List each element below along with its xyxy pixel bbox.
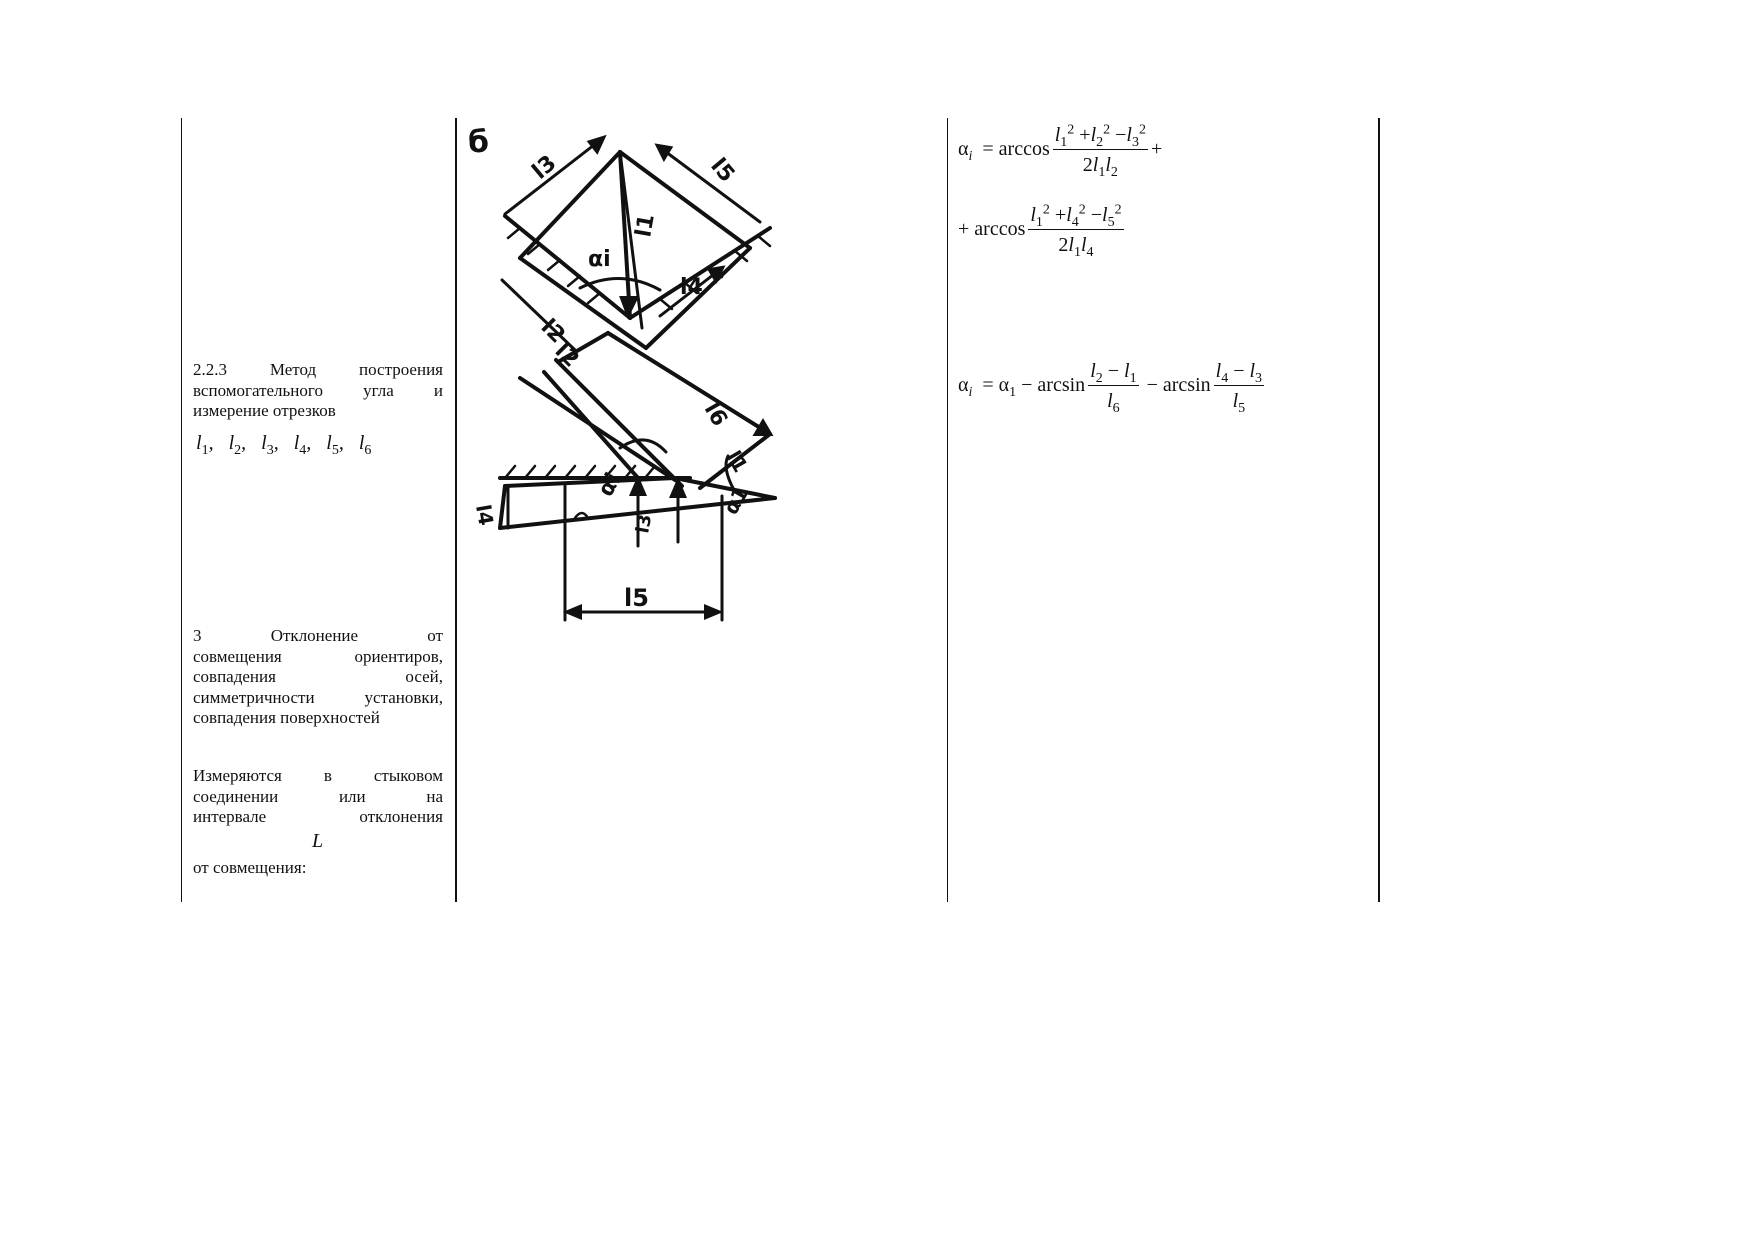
segment-l2: $l_2$, [228, 432, 247, 458]
segment-l4: $l_4$, [293, 432, 312, 458]
top-label-alpha: αi [588, 247, 611, 272]
segments-list [196, 432, 372, 458]
table-rule-right [1378, 118, 1380, 902]
bottom-label-l3: l3 [632, 512, 657, 535]
last-line: от совмещения: [193, 858, 307, 877]
table-rule-2 [455, 118, 457, 902]
bottom-label-l4: l4 [471, 502, 499, 528]
bottom-label-l5: l5 [624, 584, 649, 612]
method-figure [460, 118, 790, 638]
table-rule-left [181, 118, 182, 902]
top-label-l3: l3 [527, 150, 562, 185]
bottom-label-l6: l6 [698, 398, 732, 431]
top-label-l2: l2 [535, 314, 570, 349]
top-label-l1: l1 [631, 212, 660, 240]
section-223-text: 2.2.3 Метод построения вспомогательного угла и измерение отрезков [193, 360, 443, 420]
formula-2-fraction: $\frac{l_1^2 +l_4^2 -l_5^2}{2l_1l_4}$ [1030, 202, 1122, 260]
formula-1-fraction: $\frac{l_1^2 +l_2^2 -l_3^2}{2l_1l_2}$ [1054, 122, 1146, 180]
formula-2: + arccos $\frac{l_1^2 +l_4^2 -l_5^2}{2l_1l_4}$ [958, 202, 1122, 260]
figure-label: б [468, 125, 489, 160]
bottom-label-alpha-1: α1 [718, 482, 754, 519]
formula-3: $\alpha_i = \alpha_1 - \arcsin$ $\frac{l_2 - l_1}{l_6}$ − arcsin $\frac{l_4 - l_3}{l_5}$ [958, 360, 1263, 416]
bottom-label-l2: l2 [549, 338, 584, 373]
segment-l3: $l_3$, [261, 432, 279, 458]
segment-l1: $l_1$, [196, 432, 214, 458]
table-rule-3 [947, 118, 948, 902]
top-label-l5: l5 [705, 153, 740, 188]
segment-l6: $l_6$ [358, 432, 372, 458]
section-3-text: 3 Отклонение от совмещения ориентиров, совпадения осей, симметричности установки, совпадения поверхностей [193, 626, 443, 727]
formula-1: $\alpha_i = \arccos$ $\frac{l_1^2 +l_2^2 -l_3^2}{2l_1l_2}$ + [958, 122, 1163, 180]
formula-3-fraction-1: $\frac{l_2 - l_1}{l_6}$ [1090, 360, 1137, 416]
bottom-label-l1: l1 [721, 446, 753, 477]
bottom-label-alpha-i: αi [593, 468, 627, 501]
interval-L: L [312, 830, 324, 852]
segment-l5: $l_5$, [326, 432, 344, 458]
measured-text: Измеряются в стыковом соединении или на интервале отклонения [193, 766, 443, 826]
top-label-l4: l4 [680, 275, 703, 300]
formula-3-fraction-2: $\frac{l_4 - l_3}{l_5}$ [1215, 360, 1263, 416]
